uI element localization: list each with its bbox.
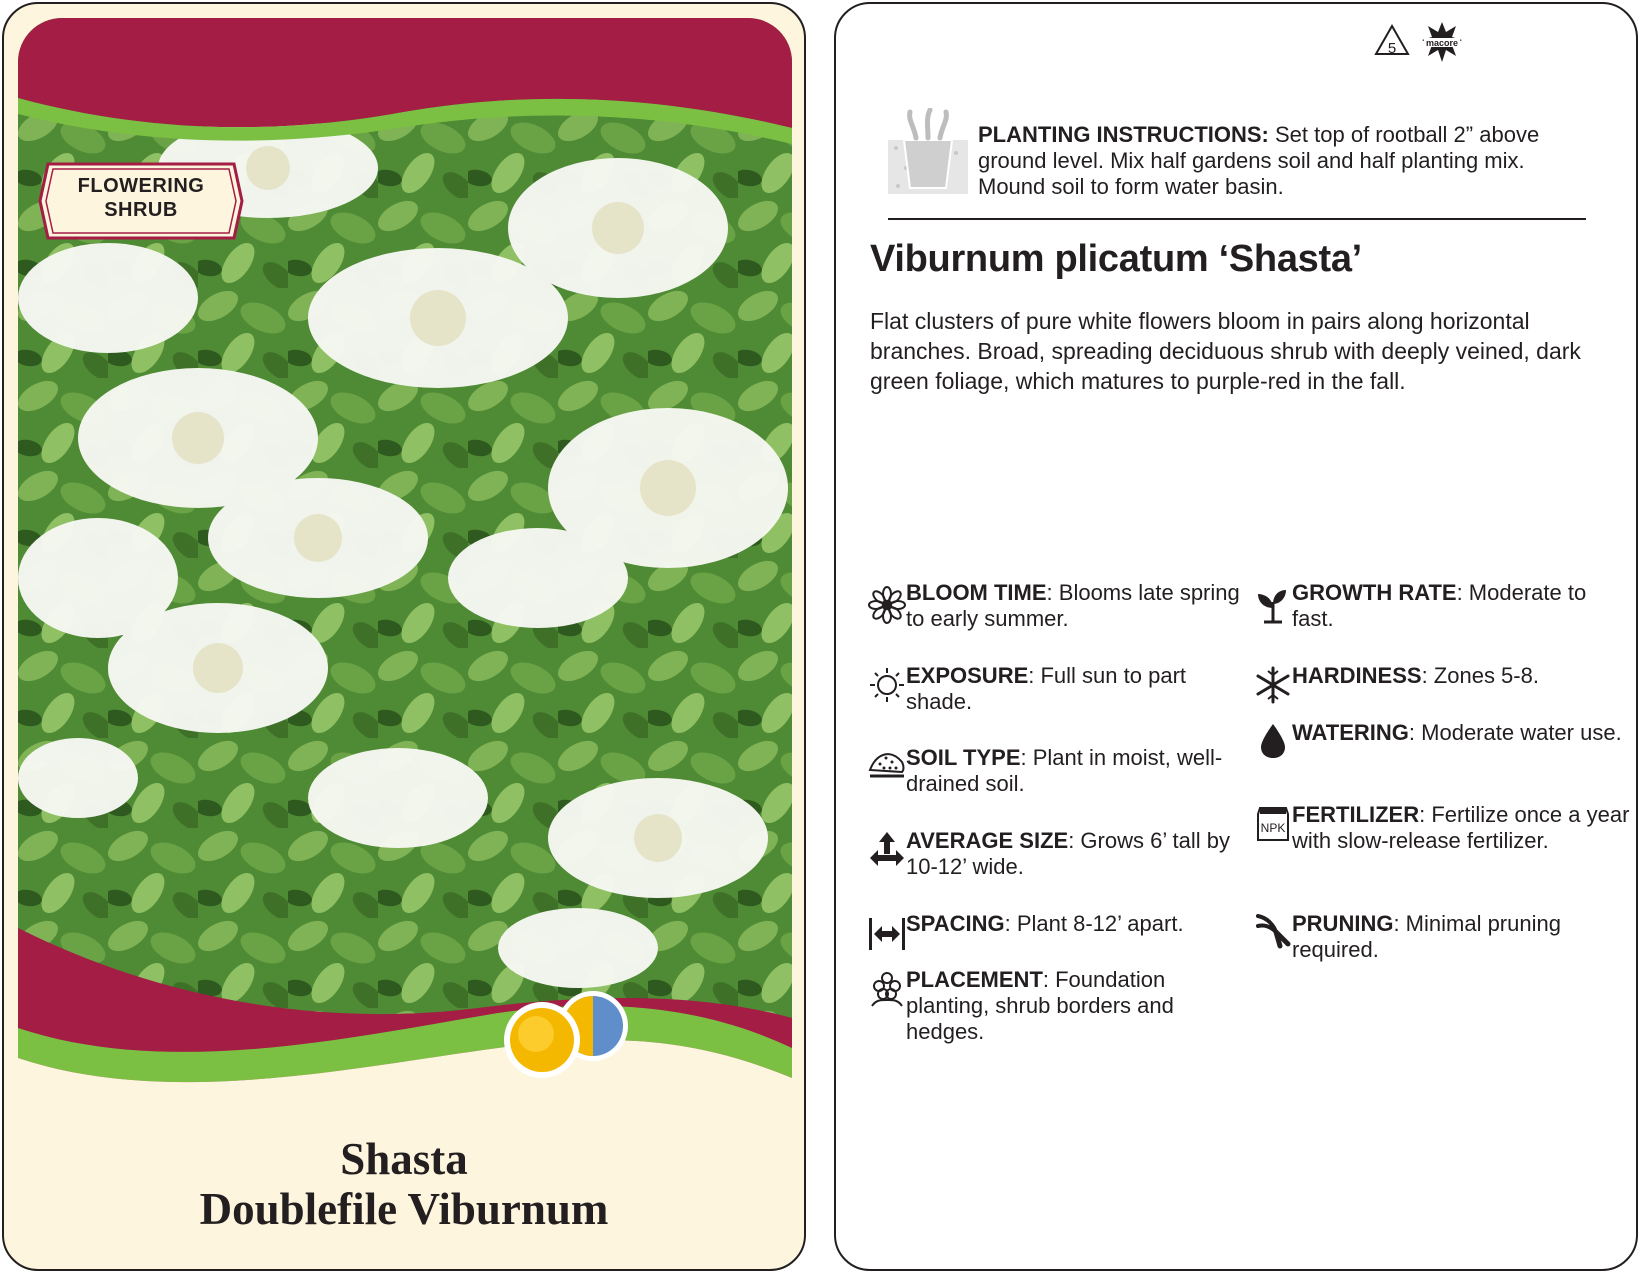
- full-sun-icon: [504, 1002, 580, 1078]
- snowflake-icon: [1254, 666, 1292, 704]
- npk-icon-text: NPK: [1260, 821, 1286, 835]
- planting-label: PLANTING INSTRUCTIONS:: [978, 122, 1269, 147]
- attribute-growth-rate: GROWTH RATE: Moderate to fast.: [1292, 580, 1587, 631]
- scientific-name: Viburnum plicatum ‘Shasta’: [870, 238, 1362, 280]
- sun-icon: [868, 666, 906, 704]
- badge-line-1: FLOWERING: [77, 175, 205, 197]
- recycle-number: 5: [1387, 40, 1397, 57]
- attribute-pruning: PRUNING: Minimal pruning required.: [1292, 911, 1561, 962]
- spacing-icon: [868, 914, 906, 952]
- common-name-line-1: Shasta: [340, 1134, 468, 1184]
- attribute-placement: PLACEMENT: Foundation planting, shrub borders and hedges.: [906, 967, 1174, 1044]
- water-drop-icon: [1254, 722, 1292, 760]
- macore-logo: [1420, 20, 1464, 64]
- badge-line-2: SHRUB: [104, 199, 178, 221]
- attribute-exposure: EXPOSURE: Full sun to part shade.: [906, 663, 1187, 714]
- sprout-icon: [1254, 586, 1292, 624]
- attribute-hardiness: HARDINESS: Zones 5-8.: [1292, 663, 1539, 688]
- attribute-fertilizer: FERTILIZER: Fertilize once a year with slow-release fertilizer.: [1292, 802, 1630, 853]
- pruners-icon: [1254, 912, 1292, 950]
- attribute-spacing: SPACING: Plant 8-12’ apart.: [906, 911, 1184, 936]
- macore-logo-text: macore: [1425, 38, 1459, 48]
- attribute-soil-type: SOIL TYPE: Plant in moist, well-drained soil.: [906, 745, 1223, 796]
- attribute-bloom-time: BLOOM TIME: Blooms late spring to early summer.: [906, 580, 1240, 631]
- planting-pot-icon: [886, 108, 970, 196]
- attribute-watering: WATERING: Moderate water use.: [1292, 720, 1622, 745]
- recycle-icon: [1372, 22, 1412, 62]
- size-arrows-icon: [868, 830, 906, 868]
- divider: [888, 218, 1586, 220]
- planting-instructions: [978, 122, 1598, 200]
- attribute-average-size: AVERAGE SIZE: Grows 6’ tall by 10-12’ wide.: [906, 828, 1230, 879]
- exposure-icons: [500, 990, 640, 1080]
- npk-icon: [1254, 804, 1292, 842]
- flower-icon: [868, 586, 906, 624]
- front-card: [2, 2, 806, 1271]
- planting-text: Set top of rootball 2” above ground level. Mix half gardens soil and half planting mix. Mound soil to form water basin.: [978, 122, 1540, 199]
- category-badge: [36, 160, 246, 242]
- common-name-line-2: Doublefile Viburnum: [199, 1184, 609, 1234]
- soil-icon: [868, 746, 906, 784]
- plant-description: Flat clusters of pure white flowers bloom in pairs along horizontal branches. Broad, spreading deciduous shrub with deeply veined, dark green foliage, which matures to purple-red in the fall.: [870, 308, 1581, 394]
- back-card: [834, 2, 1638, 1271]
- placement-icon: [868, 970, 906, 1008]
